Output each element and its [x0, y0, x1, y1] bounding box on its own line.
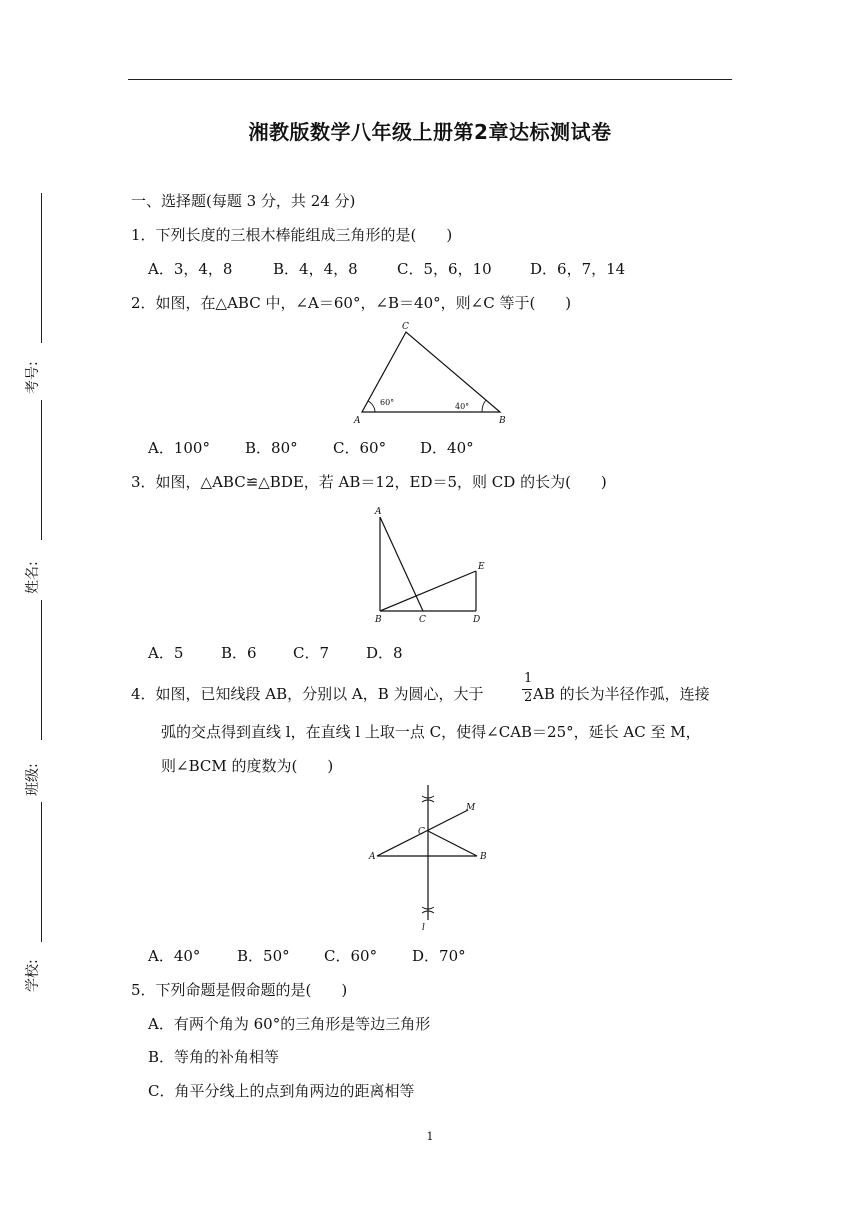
question-3-option-d: D．8	[366, 644, 403, 662]
label-c: C	[418, 827, 425, 837]
label-a: A	[369, 852, 376, 862]
label-m: M	[466, 803, 476, 813]
section-heading: 一、选择题(每题 3 分，共 24 分)	[131, 192, 356, 210]
header-rule	[128, 79, 732, 80]
question-3-figure	[365, 502, 495, 630]
question-1-option-b: B．4，4，8	[273, 260, 358, 278]
label-c: C	[402, 322, 409, 332]
question-2-figure	[345, 318, 515, 428]
label-b: B	[375, 615, 382, 625]
question-3-option-b: B．6	[221, 644, 257, 662]
label-angle-a: 60°	[380, 398, 395, 407]
question-4-stem-line2: 弧的交点得到直线 l，在直线 l 上取一点 C，使得∠CAB＝25°，延长 AC 至 M，	[161, 723, 701, 741]
question-3-stem: 3．如图，△ABC≌△BDE，若 AB＝12，ED＝5，则 CD 的长为( )	[131, 473, 607, 491]
label-a: A	[375, 507, 382, 517]
question-4-figure	[365, 780, 495, 935]
label-b: B	[480, 852, 487, 862]
label-angle-b: 40°	[455, 402, 470, 411]
margin-label-school: 学校:	[25, 959, 41, 992]
question-2-option-c: C．60°	[333, 439, 387, 457]
question-2-option-d: D．40°	[420, 439, 474, 457]
margin-line-exam-no	[41, 193, 42, 343]
page-title: 湘教版数学八年级上册第2章达标测试卷	[248, 120, 612, 144]
label-e: E	[478, 562, 485, 572]
question-4-option-c: C．60°	[324, 947, 378, 965]
question-1-option-d: D．6，7，14	[530, 260, 626, 278]
question-2-option-a: A．100°	[148, 439, 210, 457]
page-number: 1	[426, 1130, 434, 1143]
label-d: D	[473, 615, 481, 625]
label-a: A	[354, 416, 361, 426]
fraction-denominator: 2	[524, 690, 533, 705]
label-b: B	[499, 416, 506, 426]
question-4-stem-line1-b: AB 的长为半径作弧，连接	[533, 685, 710, 703]
label-l: l	[422, 923, 425, 933]
question-5-option-c: C．角平分线上的点到角两边的距离相等	[148, 1082, 415, 1100]
question-4-stem-line1-a: 4．如图，已知线段 AB，分别以 A，B 为圆心，大于	[131, 685, 484, 703]
question-2-option-b: B．80°	[245, 439, 298, 457]
question-1-option-c: C．5，6，10	[397, 260, 492, 278]
question-4-option-d: D．70°	[412, 947, 466, 965]
question-4-option-a: A．40°	[148, 947, 201, 965]
question-3-option-a: A．5	[148, 644, 184, 662]
margin-line-class	[41, 600, 42, 740]
question-3-option-c: C．7	[293, 644, 330, 662]
question-1-option-a: A．3，4，8	[148, 260, 233, 278]
margin-label-exam-no: 考号:	[25, 361, 41, 394]
question-5-option-a: A．有两个角为 60°的三角形是等边三角形	[148, 1015, 431, 1033]
question-5-option-b: B．等角的补角相等	[148, 1048, 280, 1066]
margin-label-name: 姓名:	[25, 561, 41, 594]
question-5-stem: 5．下列命题是假命题的是( )	[131, 981, 348, 999]
question-4-stem-line3: 则∠BCM 的度数为( )	[161, 757, 334, 775]
label-c: C	[419, 615, 426, 625]
question-2-stem: 2．如图，在△ABC 中，∠A＝60°，∠B＝40°，则∠C 等于( )	[131, 294, 572, 312]
margin-line-name	[41, 400, 42, 540]
fraction-numerator: 1	[524, 671, 533, 686]
question-4-option-b: B．50°	[237, 947, 290, 965]
question-1-stem: 1．下列长度的三根木棒能组成三角形的是( )	[131, 226, 453, 244]
margin-line-school	[41, 802, 42, 942]
margin-label-class: 班级:	[25, 763, 41, 796]
